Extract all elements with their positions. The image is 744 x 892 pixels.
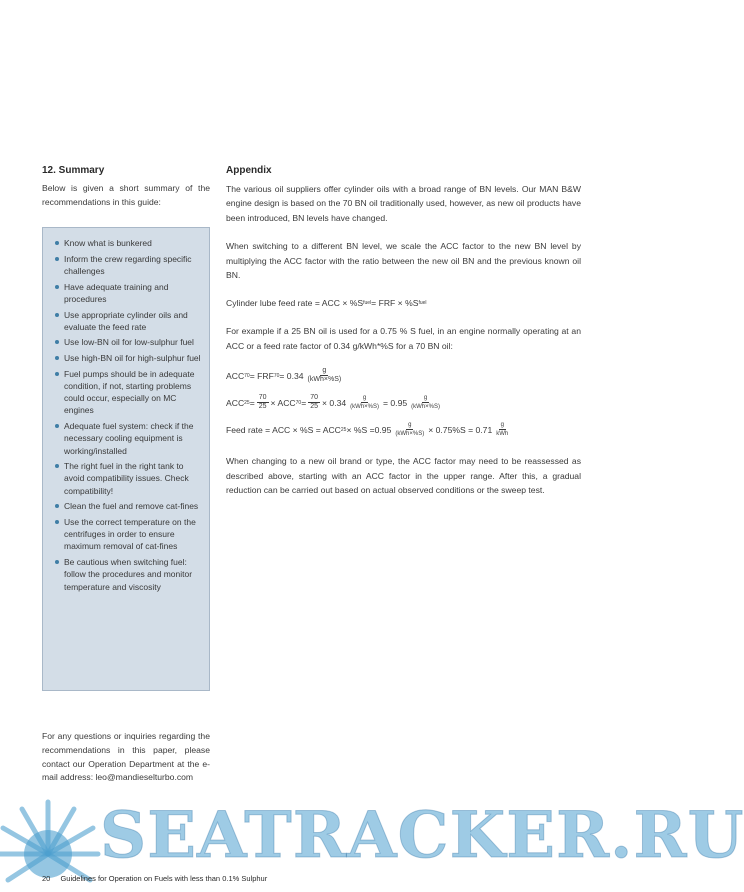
fraction-numerator: g bbox=[423, 395, 428, 402]
page-number: 20 bbox=[42, 874, 51, 883]
formula-subscript: fuel bbox=[418, 300, 427, 307]
bullet-icon bbox=[55, 372, 59, 376]
summary-list-item-text: Use low-BN oil for low-sulphur fuel bbox=[64, 337, 194, 348]
summary-list-item-text: Fuel pumps should be in adequate condition, if not, starting problems could occur, especially on MC engines bbox=[64, 368, 195, 416]
summary-list-item bbox=[53, 500, 203, 512]
summary-list-item bbox=[53, 237, 203, 249]
formula-text: = FRF × %S bbox=[371, 298, 419, 309]
fraction-denominator: (kWh×%S) bbox=[395, 431, 425, 438]
summary-list-item-text: Know what is bunkered bbox=[64, 238, 152, 248]
formula-subscript: 25 bbox=[244, 399, 250, 406]
summary-list-item bbox=[53, 368, 203, 417]
bullet-icon bbox=[55, 340, 59, 344]
formula-text: ACC bbox=[226, 370, 245, 381]
formula-text: = bbox=[249, 397, 255, 408]
summary-list-item bbox=[53, 352, 203, 364]
formula-text: = bbox=[301, 397, 307, 408]
appendix-paragraph-4: When changing to a new oil brand or type, the ACC factor may need to be reassessed as described above, starting with an ACC factor in the upper range. After this, a gradual reduction can be carried out based on actual observed conditions or the sweep test. bbox=[226, 456, 581, 496]
formula-fraction bbox=[494, 421, 510, 438]
formula-feed-rate bbox=[226, 296, 581, 310]
summary-intro: Below is given a short summary of the recommendations in this guide: bbox=[42, 183, 210, 207]
formula-text: × %S =0.95 bbox=[346, 424, 392, 435]
formula-text: = 0.34 bbox=[279, 370, 304, 381]
page-footer bbox=[42, 874, 267, 883]
summary-heading: 12. Summary bbox=[42, 165, 105, 176]
summary-section bbox=[42, 165, 210, 209]
summary-list-item bbox=[53, 336, 203, 348]
summary-list-item bbox=[53, 253, 203, 277]
contact-paragraph: For any questions or inquiries regarding the recommendations in this paper, please contact our Operation Department at the e-mail address: leo@mandieselturbo.com bbox=[42, 731, 210, 783]
fraction-numerator: 70 bbox=[310, 394, 319, 402]
fraction-numerator: 70 bbox=[258, 394, 267, 402]
bullet-icon bbox=[55, 504, 59, 508]
formula-text: = 0.95 bbox=[383, 397, 408, 408]
fraction-denominator: (kWh×%S) bbox=[350, 404, 379, 411]
bullet-icon bbox=[55, 520, 59, 524]
summary-list-item-text: The right fuel in the right tank to avoid compatibility issues. Check compatibility! bbox=[64, 461, 189, 496]
formula-text: Feed rate = ACC × %S = ACC bbox=[226, 424, 341, 435]
formula-text: = FRF bbox=[249, 370, 274, 381]
formula-text: Cylinder lube feed rate = ACC × %S bbox=[226, 298, 364, 309]
summary-list-item bbox=[53, 516, 203, 553]
formula-fraction bbox=[257, 394, 269, 411]
summary-list-item-text: Have adequate training and procedures bbox=[64, 281, 169, 304]
summary-list-item bbox=[53, 281, 203, 305]
summary-list-item bbox=[53, 556, 203, 593]
summary-list-item bbox=[53, 420, 203, 457]
formula-fraction bbox=[306, 367, 344, 384]
fraction-numerator: g bbox=[322, 367, 327, 375]
appendix-section bbox=[226, 165, 581, 511]
appendix-paragraph-2: When switching to a different BN level, we scale the ACC factor to the new BN level by multiplying the ACC factor with the ratio between the new oil BN and the previous known oil BN. bbox=[226, 241, 581, 281]
summary-list-item-text: Use appropriate cylinder oils and evaluate the feed rate bbox=[64, 309, 188, 332]
formula-subscript: 70 bbox=[244, 372, 250, 379]
fraction-numerator: g bbox=[500, 422, 504, 429]
formula-subscript: 70 bbox=[273, 372, 280, 379]
summary-list-item-text: Use high-BN oil for high-sulphur fuel bbox=[64, 353, 201, 364]
fraction-denominator: (kWh×%S) bbox=[411, 404, 440, 411]
appendix-paragraph-3: For example if a 25 BN oil is used for a 0.75 % S fuel, in an engine normally operating at an ACC or a feed rate factor of 0.34 g/kWh*%S for a 70 BN oil: bbox=[226, 326, 581, 351]
formula-text: × ACC bbox=[270, 397, 296, 408]
summary-list-item-text: Inform the crew regarding specific challenges bbox=[64, 253, 192, 276]
summary-list-item-text: Be cautious when switching fuel: follow the procedures and monitor temperature and viscosity bbox=[64, 557, 193, 592]
bullet-icon bbox=[55, 424, 59, 428]
formula-fraction bbox=[393, 421, 426, 438]
formula-fraction bbox=[409, 394, 442, 411]
fraction-denominator: 25 bbox=[258, 403, 267, 411]
summary-list-item-text: Clean the fuel and remove cat-fines bbox=[64, 501, 199, 512]
summary-box bbox=[42, 227, 210, 691]
formula-text: × 0.75%S = 0.71 bbox=[428, 424, 493, 435]
summary-list bbox=[53, 237, 203, 596]
bullet-icon bbox=[55, 285, 59, 289]
formula-subscript: 70 bbox=[295, 399, 302, 406]
summary-list-item-text: Adequate fuel system: check if the necessary cooling equipment is working/installed bbox=[64, 421, 194, 456]
formula-text: × 0.34 bbox=[322, 397, 347, 408]
bullet-icon bbox=[55, 313, 59, 317]
bullet-icon bbox=[55, 257, 59, 261]
summary-list-item bbox=[53, 460, 203, 497]
appendix-paragraph-1: The various oil suppliers offer cylinder oils with a broad range of BN levels. Our MAN B&W engine design is based on the 70 BN oil traditionally used, however, as new oil products have been introduced, BN levels have changed. bbox=[226, 184, 581, 223]
formula-fraction bbox=[348, 394, 381, 411]
formula-subscript: fuel bbox=[363, 300, 372, 307]
bullet-icon bbox=[55, 356, 59, 360]
fraction-denominator: (kWh×%S) bbox=[307, 376, 342, 384]
bullet-icon bbox=[55, 464, 59, 468]
fraction-numerator: g bbox=[362, 395, 367, 402]
fraction-denominator: kWh bbox=[496, 431, 509, 438]
formula-acc70 bbox=[226, 367, 581, 384]
fraction-numerator: g bbox=[408, 422, 412, 429]
bullet-icon bbox=[55, 241, 59, 245]
appendix-heading: Appendix bbox=[226, 165, 272, 176]
formula-subscript: 25 bbox=[340, 426, 347, 433]
formula-fraction bbox=[308, 394, 320, 411]
summary-list-item bbox=[53, 309, 203, 333]
fraction-denominator: 25 bbox=[310, 403, 319, 411]
formula-feed-rate-result bbox=[226, 421, 581, 438]
bullet-icon bbox=[55, 560, 59, 564]
footer-title: Guidelines for Operation on Fuels with less than 0.1% Sulphur bbox=[60, 874, 268, 883]
watermark-text: SEATRACKER.RU bbox=[100, 798, 744, 873]
formula-acc25 bbox=[226, 394, 581, 411]
formula-text: ACC bbox=[226, 397, 245, 408]
summary-list-item-text: Use the correct temperature on the centrifuges in order to ensure maximum removal of cat-fines bbox=[64, 517, 196, 552]
